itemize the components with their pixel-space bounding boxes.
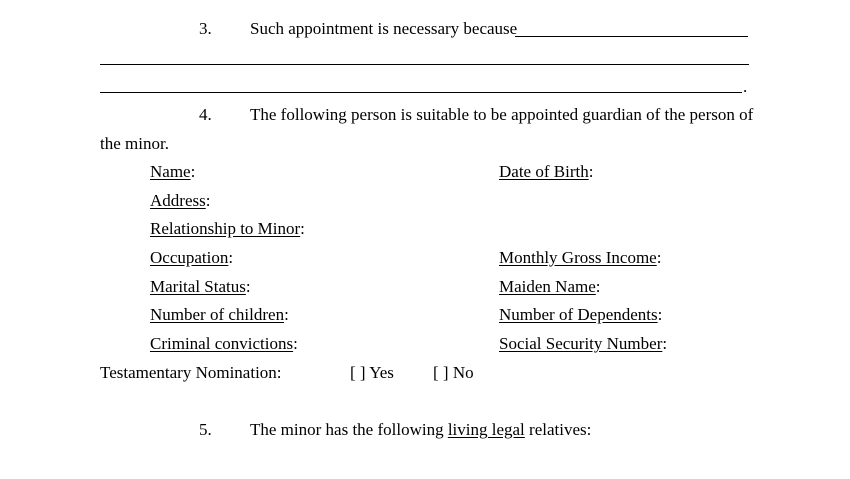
colon: : [190, 162, 196, 181]
field-criminal-convictions-label: Criminal convictions [150, 334, 294, 353]
section-3-number: 3. [199, 19, 212, 38]
section-4-continuation: the minor. [100, 134, 169, 153]
colon: : [284, 305, 289, 324]
field-name[interactable] [150, 162, 195, 182]
field-maiden-name-label: Maiden Name [499, 277, 596, 296]
field-date-of-birth[interactable] [499, 162, 593, 182]
colon: : [657, 305, 663, 324]
field-relationship[interactable] [150, 219, 305, 239]
section-5-text [250, 420, 591, 440]
section-5-text-before: The minor has the following [250, 420, 448, 439]
field-marital-status[interactable] [150, 277, 251, 297]
section-3-period: . [743, 77, 748, 96]
colon: : [300, 219, 305, 238]
section-3-text: Such appointment is necessary because [250, 19, 518, 38]
field-marital-status-label: Marital Status [150, 277, 246, 296]
field-address[interactable] [150, 191, 210, 211]
nomination-yes-checkbox[interactable]: [ ] Yes [350, 363, 394, 382]
colon: : [293, 334, 298, 353]
field-relationship-label: Relationship to Minor [150, 219, 301, 238]
section-5-underlined: living legal [447, 420, 525, 439]
colon: : [595, 277, 601, 296]
section-3-blank-1[interactable] [515, 36, 748, 37]
section-5-number: 5. [199, 420, 212, 439]
nomination-label: Testamentary Nomination: [100, 363, 282, 382]
nomination-no-checkbox[interactable]: [ ] No [433, 363, 474, 382]
field-criminal-convictions[interactable] [150, 334, 298, 354]
section-4-text: The following person is suitable to be appointed guardian of the person of [250, 105, 754, 124]
field-address-label: Address [150, 191, 206, 210]
section-5-text-after: relatives: [524, 420, 592, 439]
field-maiden-name[interactable] [499, 277, 601, 297]
field-num-dependents[interactable] [499, 305, 662, 325]
colon: : [245, 277, 251, 296]
field-num-dependents-label: Number of Dependents [499, 305, 658, 324]
field-monthly-income[interactable] [499, 248, 661, 268]
section-4-number: 4. [199, 105, 212, 124]
field-num-children-label: Number of children [150, 305, 285, 324]
colon: : [205, 191, 211, 210]
field-ssn-label: Social Security Number [499, 334, 663, 353]
field-num-children[interactable] [150, 305, 289, 325]
colon: : [588, 162, 594, 181]
field-occupation[interactable] [150, 248, 233, 268]
field-ssn[interactable] [499, 334, 667, 354]
colon: : [656, 248, 662, 267]
section-3-blank-3[interactable] [100, 92, 742, 93]
field-occupation-label: Occupation [150, 248, 229, 267]
colon: : [662, 334, 668, 353]
colon: : [228, 248, 234, 267]
field-monthly-income-label: Monthly Gross Income [499, 248, 657, 267]
field-name-label: Name [150, 162, 191, 181]
field-date-of-birth-label: Date of Birth [499, 162, 589, 181]
section-3-blank-2[interactable] [100, 64, 749, 65]
